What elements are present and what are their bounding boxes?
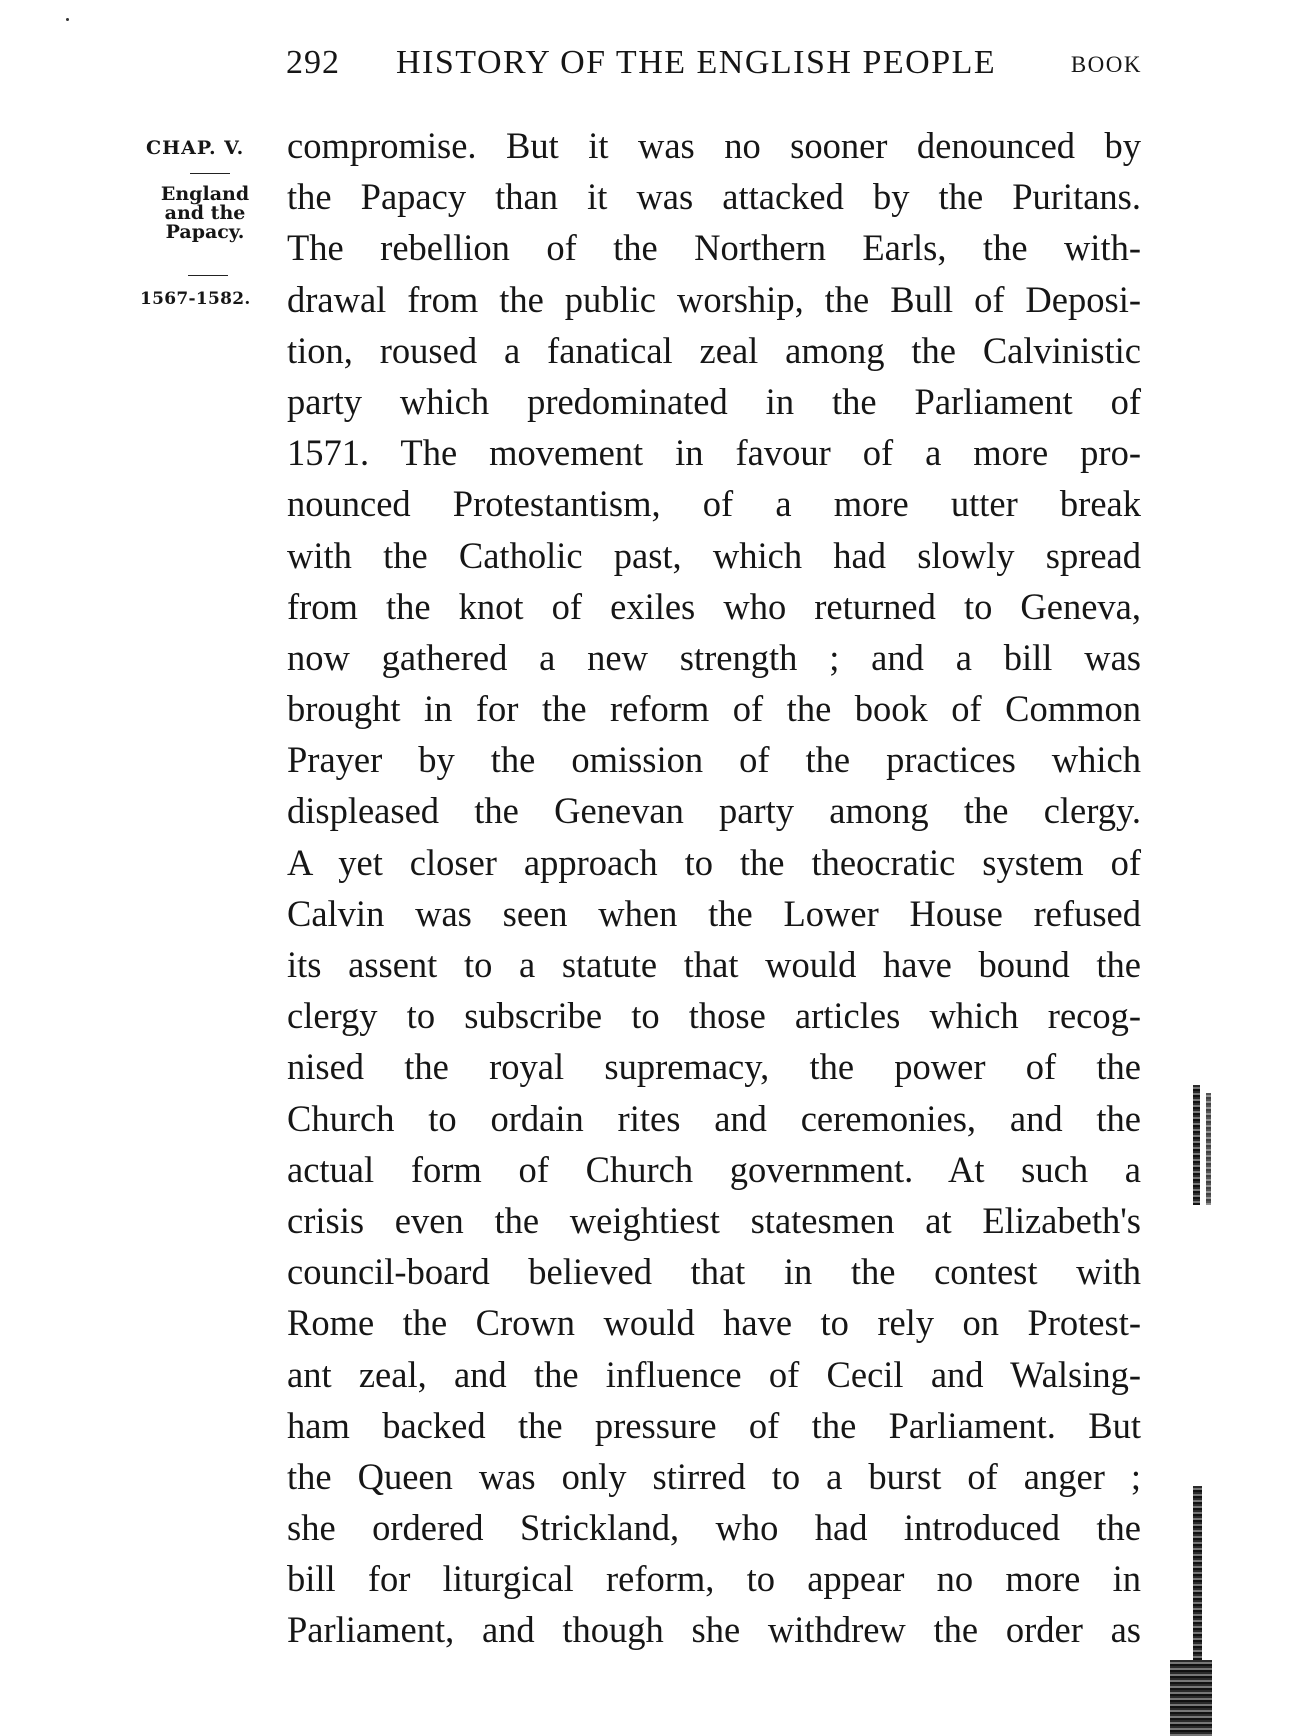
book-label: BOOK: [1070, 52, 1142, 77]
text-line: Parliament, and though she withdrew the order as: [287, 1609, 1141, 1651]
text-line: Calvin was seen when the Lower House refused: [287, 892, 1141, 934]
topic-line: Papacy.: [165, 221, 245, 243]
text-line: tion, roused a fanatical zeal among the Calvinistic: [287, 329, 1141, 371]
text-line: compromise. But it was no sooner denounced by: [287, 125, 1141, 166]
side-note-rule: [188, 275, 228, 276]
scan-margin-artifact: [1206, 1093, 1211, 1205]
text-line: Rome the Crown would have to rely on Protest-: [287, 1302, 1141, 1344]
text-line: actual form of Church government. At such a: [287, 1148, 1141, 1190]
scan-margin-artifact: [1170, 1660, 1212, 1736]
text-line: the Papacy than it was attacked by the Puritans.: [287, 176, 1141, 218]
side-note-topic: [140, 185, 270, 242]
text-line: ham backed the pressure of the Parliament. But: [287, 1404, 1141, 1446]
running-header: [286, 44, 1142, 88]
page-number: 292: [286, 44, 340, 81]
text-line: party which predominated in the Parliament of: [287, 380, 1141, 422]
text-line: the Queen was only stirred to a burst of anger ;: [287, 1455, 1141, 1497]
text-line: with the Catholic past, which had slowly spread: [287, 534, 1141, 576]
running-title: HISTORY OF THE ENGLISH PEOPLE: [396, 44, 997, 81]
topic-line: and the: [164, 202, 246, 224]
text-line: crisis even the weightiest statesmen at Elizabeth's: [287, 1199, 1141, 1241]
text-line: bill for liturgical reform, to appear no more in: [287, 1558, 1141, 1600]
scan-margin-artifact: [1193, 1085, 1200, 1205]
text-line: displeased the Genevan party among the clergy.: [287, 790, 1141, 832]
chapter-label: CHAP. V.: [146, 137, 245, 159]
side-note-rule: [190, 173, 230, 174]
text-line: Church to ordain rites and ceremonies, and the: [287, 1097, 1141, 1139]
text-line: now gathered a new strength ; and a bill was: [287, 636, 1141, 678]
text-line: A yet closer approach to the theocratic system of: [287, 841, 1141, 883]
topic-line: England: [160, 183, 250, 205]
text-line: from the knot of exiles who returned to Geneva,: [287, 585, 1141, 627]
scan-margin-artifact: [1193, 1486, 1202, 1666]
text-line: ant zeal, and the influence of Cecil and Walsing-: [287, 1353, 1141, 1395]
side-note-dates: 1567-1582.: [140, 289, 251, 309]
text-line: clergy to subscribe to those articles which recog-: [287, 995, 1141, 1037]
text-line: council-board believed that in the contest with: [287, 1251, 1141, 1293]
scan-speck: [66, 18, 69, 21]
text-line: nised the royal supremacy, the power of the: [287, 1046, 1141, 1088]
text-line: drawal from the public worship, the Bull of Deposi-: [287, 278, 1141, 320]
text-line: The rebellion of the Northern Earls, the with-: [287, 227, 1141, 269]
text-line: she ordered Strickland, who had introduced the: [287, 1507, 1141, 1549]
text-line: its assent to a statute that would have bound the: [287, 944, 1141, 985]
text-line: brought in for the reform of the book of Common: [287, 688, 1141, 730]
text-line: 1571. The movement in favour of a more pro-: [287, 432, 1141, 474]
body-text: [287, 120, 1141, 1656]
text-line: Prayer by the omission of the practices which: [287, 739, 1141, 781]
text-line: nounced Protestantism, of a more utter break: [287, 483, 1141, 525]
